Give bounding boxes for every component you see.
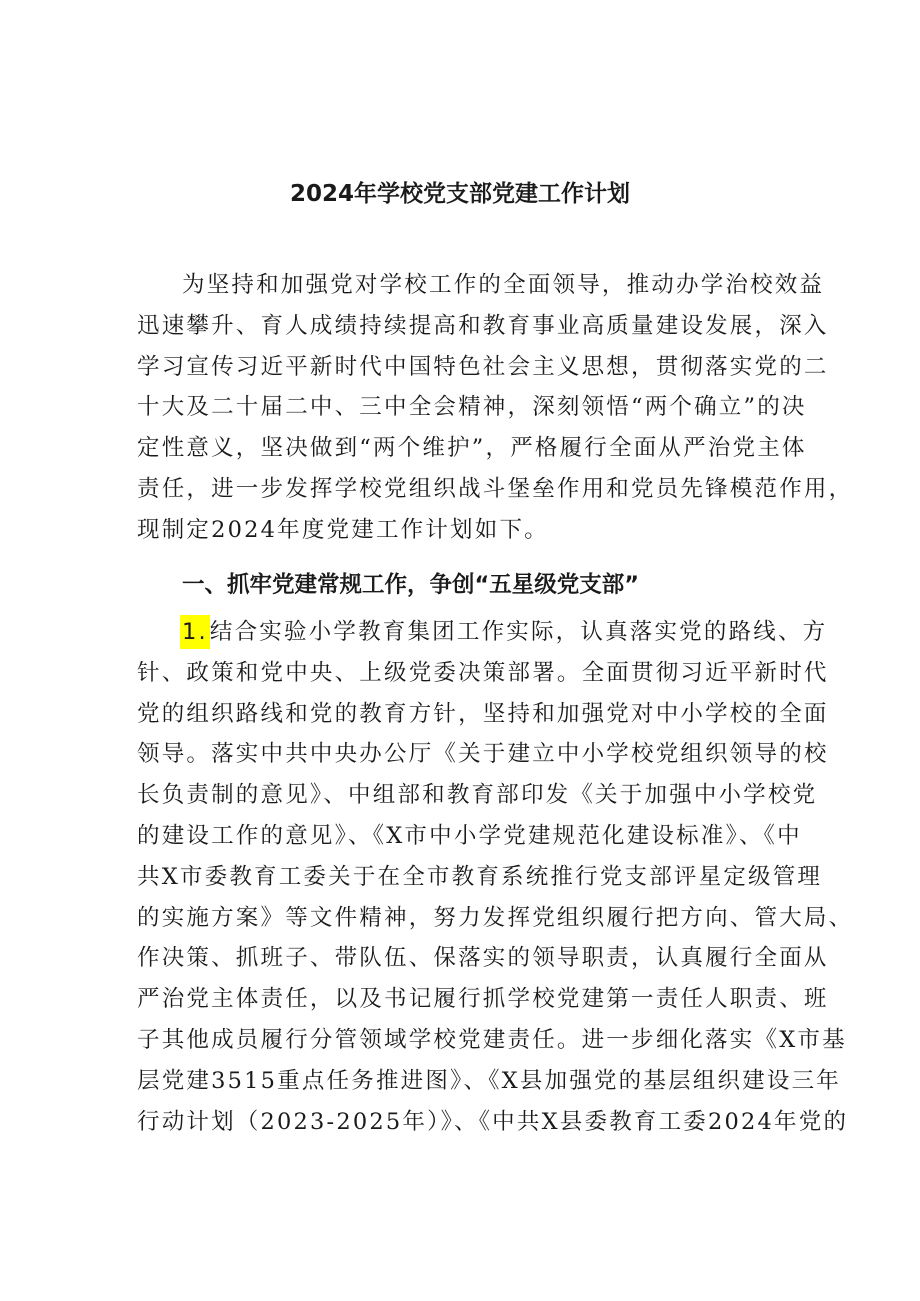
paragraph-line: 现制定2024年度党建工作计划如下。 bbox=[137, 516, 549, 543]
paragraph-line: 迅速攀升、育人成绩持续提高和教育事业高质量建设发展，深入 bbox=[137, 312, 829, 339]
paragraph-line: 共X市委教育工委关于在全市教育系统推行党支部评星定级管理 bbox=[137, 863, 823, 890]
paragraph-line: 层党建3515重点任务推进图》、《X县加强党的基层组织建设三年 bbox=[137, 1067, 841, 1094]
paragraph-line: 学习宣传习近平新时代中国特色社会主义思想，贯彻落实党的二 bbox=[137, 353, 829, 380]
paragraph-line: 党的组织路线和党的教育方针，坚持和加强党对中小学校的全面 bbox=[137, 700, 829, 727]
item-1-first-line-text: 结合实验小学教育集团工作实际，认真落实党的路线、方 bbox=[209, 619, 828, 645]
intro-paragraph bbox=[137, 265, 854, 551]
item-1-paragraph bbox=[137, 612, 854, 1142]
paragraph-line: 的实施方案》等文件精神，努力发挥党组织履行把方向、管大局、 bbox=[137, 904, 854, 931]
paragraph-line bbox=[137, 612, 828, 653]
paragraph-line: 责任，进一步发挥学校党组织战斗堡垒作用和党员先锋模范作用， bbox=[137, 475, 854, 502]
paragraph-line: 针、政策和党中央、上级党委决策部署。全面贯彻习近平新时代 bbox=[137, 659, 829, 686]
paragraph-line: 领导。落实中共中央办公厅《关于建立中小学校党组织领导的校 bbox=[137, 741, 829, 768]
paragraph-line: 为坚持和加强党对学校工作的全面领导，推动办学治校效益 bbox=[182, 272, 825, 298]
paragraph-line: 作决策、抓班子、带队伍、保落实的领导职责，认真履行全面从 bbox=[137, 945, 829, 972]
section-heading: 一、抓牢党建常规工作，争创“五星级党支部” bbox=[182, 572, 640, 598]
paragraph-line: 的建设工作的意见》、《X市中小学党建规范化建设标准》、《中 bbox=[137, 822, 802, 849]
document-title: 2024年学校党支部党建工作计划 bbox=[289, 181, 630, 207]
paragraph-line: 定性意义，坚决做到“两个维护”，严格履行全面从严治党主体 bbox=[137, 435, 807, 462]
paragraph-line: 子其他成员履行分管领域学校党建责任。进一步细化落实《X市基 bbox=[137, 1026, 847, 1053]
paragraph-line: 十大及二十届二中、三中全会精神，深刻领悟“两个确立”的决 bbox=[137, 394, 807, 421]
paragraph-line: 长负责制的意见》、中组部和教育部印发《关于加强中小学校党 bbox=[137, 782, 818, 809]
highlighted-item-number: 1. bbox=[180, 615, 210, 649]
paragraph-line: 严治党主体责任，以及书记履行抓学校党建第一责任人职责、班 bbox=[137, 986, 829, 1013]
paragraph-line: 行动计划（2023-2025年）》、《中共X县委教育工委2024年党的 bbox=[137, 1108, 849, 1135]
